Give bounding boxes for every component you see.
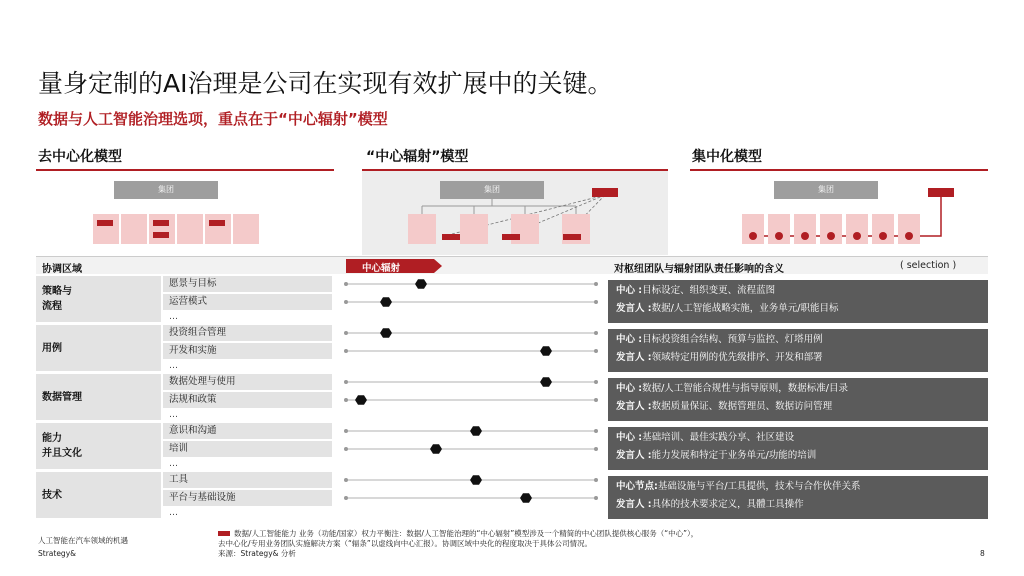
track-end [344, 380, 348, 384]
table-header [36, 256, 988, 274]
spoke-implication [616, 300, 988, 318]
unit-box [233, 214, 259, 244]
hub-level-track [342, 276, 602, 292]
track-end [594, 300, 598, 304]
spoke-text: 能力发展和特定于业务单元/功能的培训 [651, 450, 817, 461]
hub-implication [616, 331, 988, 349]
track-end [594, 429, 598, 433]
track-end [594, 447, 598, 451]
hub-level-marker [470, 475, 482, 484]
group-box: 集团 [440, 181, 544, 199]
row-impact [608, 476, 988, 519]
row-item-label: 投资组合管理 [163, 325, 332, 341]
unit-box [121, 214, 147, 244]
spoke-implication [616, 496, 988, 514]
row-item-label: 愿景与目标 [163, 276, 332, 292]
group-box: 集团 [114, 181, 218, 199]
hub-level-track [342, 423, 602, 439]
row-category: 能力 并且文化 [36, 423, 161, 469]
page-subtitle: 数据与人工智能治理选项，重点在于“中心辐射”模型 [38, 110, 388, 128]
unit-function [153, 232, 169, 238]
spoke-implication [616, 447, 988, 465]
unit-box [93, 214, 119, 244]
row-item-label: 运营模式 [163, 294, 332, 310]
row-impact [608, 378, 988, 421]
row-impact [608, 280, 988, 323]
track-end [344, 398, 348, 402]
row-item-label: 工具 [163, 472, 332, 488]
hub-key: 中心 : [616, 432, 643, 443]
model-divider [690, 169, 988, 171]
hub-key: 中心节点: [616, 481, 658, 492]
group-box: 集团 [774, 181, 878, 199]
row-ellipsis: … [169, 312, 178, 322]
hub-key: 中心 : [616, 285, 643, 296]
track-end [344, 300, 348, 304]
hub-box [592, 188, 618, 197]
spoke-text: 数据质量保证、数据管理员、数据访问管理 [651, 401, 833, 412]
hub-implication [616, 282, 988, 300]
track-end [344, 331, 348, 335]
spoke-text: 具体的技术要求定义，具體工具操作 [651, 499, 804, 510]
row-ellipsis: … [169, 410, 178, 420]
hub-level-marker [415, 279, 427, 288]
track-end [594, 282, 598, 286]
track-end [594, 349, 598, 353]
unit-box [408, 214, 436, 244]
row-impact [608, 427, 988, 470]
unit-box [177, 214, 203, 244]
page-title: 量身定制的AI治理是公司在实现有效扩展中的关键。 [38, 69, 613, 98]
hub-key: 中心 : [616, 334, 643, 345]
row-ellipsis: … [169, 459, 178, 469]
hub-text: 数据/人工智能合规性与指导原则，数据标准/目录 [642, 383, 849, 394]
spoke-box [502, 234, 520, 240]
spoke-box [442, 234, 460, 240]
hub-level-marker [520, 493, 532, 502]
row-category: 数据管理 [36, 374, 161, 420]
hub-level-track [342, 374, 602, 390]
hub-level-marker [540, 377, 552, 386]
hub-implication [616, 478, 988, 496]
hub-level-marker [355, 395, 367, 404]
hub-spoke-diagram [362, 176, 668, 256]
unit-box [149, 214, 175, 244]
centralized-nodes [690, 176, 990, 256]
footer-source: 来源：Strategy& 分析 [218, 549, 296, 558]
hub-level-marker [540, 346, 552, 355]
page-number: 8 [980, 549, 985, 558]
footer-note-1: 数据/人工智能能力 业务（功能/国家）权力平衡注：数据/人工智能治理的“中心辐射”模型涉及一个精简的中心团队提供核心服务（“中心”）， [234, 529, 699, 538]
spoke-text: 数据/人工智能战略实施，业务单元/职能目标 [651, 303, 839, 314]
unit-box [205, 214, 231, 244]
col-impact-header: 对枢纽团队与辐射团队责任影响的含义 [614, 264, 784, 275]
legend-swatch [218, 531, 230, 536]
hub-level-marker [430, 444, 442, 453]
hub-level-track [342, 490, 602, 506]
track-end [344, 478, 348, 482]
spoke-implication [616, 398, 988, 416]
centralized-diagram [690, 176, 990, 256]
model-title-hub-spoke: “中心辐射”模型 [366, 149, 469, 165]
hub-level-track [342, 343, 602, 359]
track-end [594, 331, 598, 335]
spoke-box [563, 234, 581, 240]
footer-note-2: 去中心化/专用业务团队实施解决方案（“辐条”以虚线向中心汇报）。协调区域中央化的程度取决于具体公司情况。 [218, 539, 593, 548]
footer-brand: Strategy& [38, 549, 76, 558]
track-end [594, 478, 598, 482]
row-item-label: 法规和政策 [163, 392, 332, 408]
unit-box [460, 214, 488, 244]
spoke-text: 领域特定用例的优先级排序、开发和部署 [651, 352, 823, 363]
row-category: 策略与 流程 [36, 276, 161, 322]
hub-level-marker [380, 328, 392, 337]
col-hub-header: 中心辐射 [362, 263, 401, 274]
hub-level-track [342, 325, 602, 341]
track-end [594, 380, 598, 384]
spoke-implication [616, 349, 988, 367]
row-ellipsis: … [169, 508, 178, 518]
row-item-label: 平台与基础设施 [163, 490, 332, 506]
hub-text: 目标设定、组织变更、流程蓝图 [642, 285, 776, 296]
spoke-key: 发言人 : [616, 352, 652, 363]
row-category: 用例 [36, 325, 161, 371]
selection-label: ( selection ) [900, 260, 957, 271]
hub-text: 基础设施与平台/工具提供，技术与合作伙伴关系 [657, 481, 861, 492]
row-item-label: 培训 [163, 441, 332, 457]
unit-function [209, 220, 225, 226]
unit-function [97, 220, 113, 226]
hub-text: 目标投资组合结构、预算与监控、灯塔用例 [642, 334, 823, 345]
spoke-key: 发言人 : [616, 401, 652, 412]
hub-level-track [342, 441, 602, 457]
footer-title: 人工智能在汽车领域的机遇 [38, 536, 128, 545]
model-divider [36, 169, 334, 171]
track-end [594, 398, 598, 402]
hub-text: 基础培训、最佳实践分享、社区建设 [642, 432, 795, 443]
decentralized-diagram [36, 176, 336, 256]
hub-implication [616, 380, 988, 398]
model-title-centralized: 集中化模型 [692, 149, 762, 165]
spoke-key: 发言人 : [616, 499, 652, 510]
row-impact [608, 329, 988, 372]
track-end [344, 447, 348, 451]
row-item-label: 意识和沟通 [163, 423, 332, 439]
spoke-key: 发言人 : [616, 303, 652, 314]
row-category: 技术 [36, 472, 161, 518]
hub-implication [616, 429, 988, 447]
track-end [344, 496, 348, 500]
hub-key: 中心 : [616, 383, 643, 394]
row-item-label: 开发和实施 [163, 343, 332, 359]
model-title-decentralized: 去中心化模型 [38, 149, 122, 165]
track-end [594, 496, 598, 500]
row-item-label: 数据处理与使用 [163, 374, 332, 390]
hub-level-marker [470, 426, 482, 435]
hub-level-track [342, 294, 602, 310]
unit-function [153, 220, 169, 226]
hub-level-track [342, 472, 602, 488]
spoke-key: 发言人 : [616, 450, 652, 461]
hub-level-marker [380, 297, 392, 306]
track-end [344, 429, 348, 433]
track-end [344, 282, 348, 286]
row-ellipsis: … [169, 361, 178, 371]
track-end [344, 349, 348, 353]
hub-level-track [342, 392, 602, 408]
col-area-header: 协调区域 [42, 264, 82, 275]
